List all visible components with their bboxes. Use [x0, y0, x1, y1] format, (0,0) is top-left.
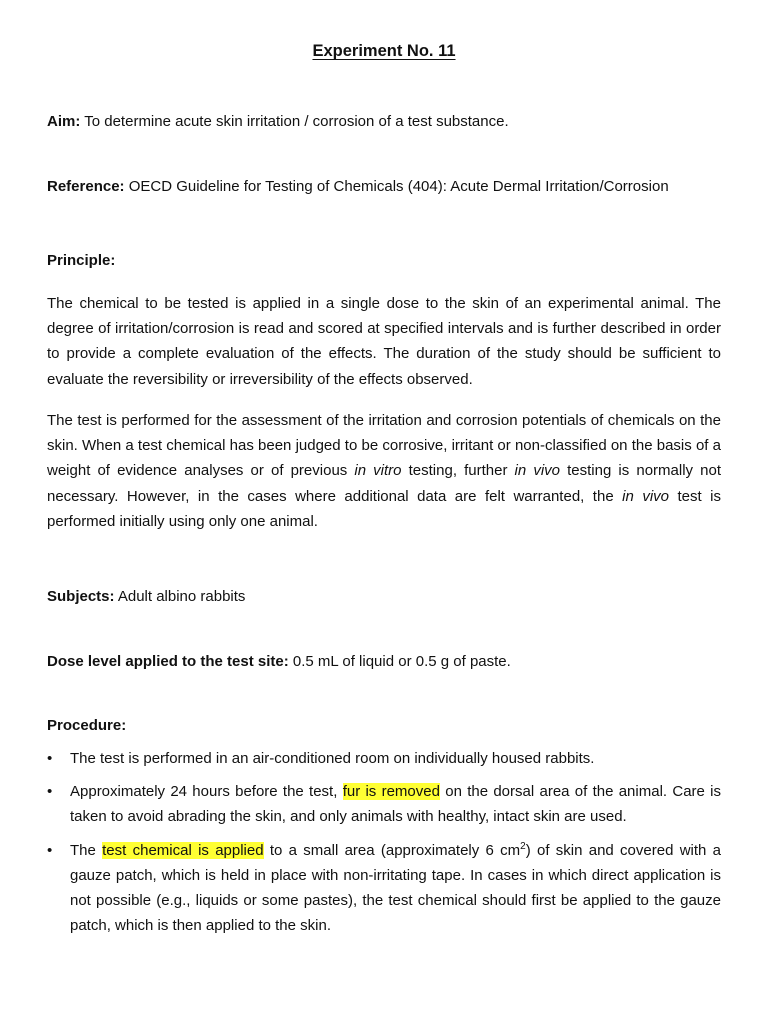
- list-item: [47, 779, 721, 829]
- subjects-text: Adult albino rabbits: [114, 588, 246, 605]
- list-item: [47, 746, 721, 771]
- list-item: [47, 838, 721, 939]
- principle-paragraph-1: The chemical to be tested is applied in a single dose to the skin of an experimental animal. The degree of irritation/corrosion is read and scored at specified intervals and is further described in order to provide a complete evaluation of the effects. The duration of the study should be sufficient to evaluate the reversibility or irreversibility of the effects observed.: [47, 295, 721, 388]
- list-item-text: The test is performed in an air-conditioned room on individually housed rabbits.: [70, 750, 595, 767]
- para2-text-2: testing, further: [401, 462, 515, 480]
- aim-text: To determine acute skin irritation / corrosion of a test substance.: [80, 113, 509, 130]
- superscript: 2: [520, 840, 526, 852]
- principle-heading: [47, 248, 721, 273]
- para2-text-4: test is performed initially using only one animal.: [47, 487, 721, 530]
- subjects-label: Subjects:: [47, 588, 115, 605]
- aim-label: Aim:: [47, 113, 81, 130]
- dose-line: [47, 649, 721, 674]
- in-vivo-term-2: in vivo: [622, 487, 669, 505]
- highlighted-text: test chemical is applied: [102, 841, 264, 859]
- bullet-icon: •: [47, 783, 53, 801]
- para2-text-1: The test is performed for the assessment of the irritation and corrosion potentials of chemicals on the skin. When a test chemical has been judged to be corrosive, irritant or non-classified on the basis of a weight of evidence analyses or of previous: [47, 412, 721, 480]
- list-item-text: ) of skin and covered with a gauze patch, which is held in place with non-irritating tape. In cases in which direct application is not possible (e.g., liquids or some pastes), the test chemical should first be applied to the gauze patch, which is then applied to the skin.: [70, 841, 722, 935]
- principle-label: Principle:: [47, 252, 116, 269]
- dose-label: Dose level applied to the test site:: [47, 653, 289, 670]
- reference-text: OECD Guideline for Testing of Chemicals (404): Acute Dermal Irritation/Corrosion: [124, 178, 669, 195]
- procedure-list: [47, 746, 721, 938]
- page-title: Experiment No. 11: [312, 42, 456, 60]
- dose-text: 0.5 mL of liquid or 0.5 g of paste.: [288, 653, 511, 670]
- bullet-icon: •: [47, 750, 53, 767]
- para2-text-3: testing is normally not necessary. However, in the cases where additional data are felt warranted, the: [47, 462, 721, 505]
- principle-paragraph-2: [47, 408, 721, 534]
- subjects-line: [47, 584, 721, 609]
- procedure-heading: [47, 713, 721, 738]
- bullet-icon: •: [47, 841, 53, 859]
- procedure-label: Procedure:: [47, 717, 127, 734]
- aim-line: [47, 109, 721, 134]
- in-vitro-term: in vitro: [354, 462, 402, 480]
- highlighted-text: fur is removed: [342, 783, 440, 801]
- list-item-text: to a small area (approximately 6 cm: [263, 841, 521, 859]
- list-item-text: Approximately 24 hours before the test,: [70, 783, 343, 801]
- in-vivo-term: in vivo: [514, 462, 561, 480]
- list-item-text: The: [70, 841, 103, 859]
- reference-label: Reference:: [47, 178, 125, 195]
- list-item-text: on the dorsal area of the animal. Care is taken to avoid abrading the skin, and only animals with healthy, intact skin are used.: [70, 783, 721, 826]
- reference-line: [47, 174, 721, 199]
